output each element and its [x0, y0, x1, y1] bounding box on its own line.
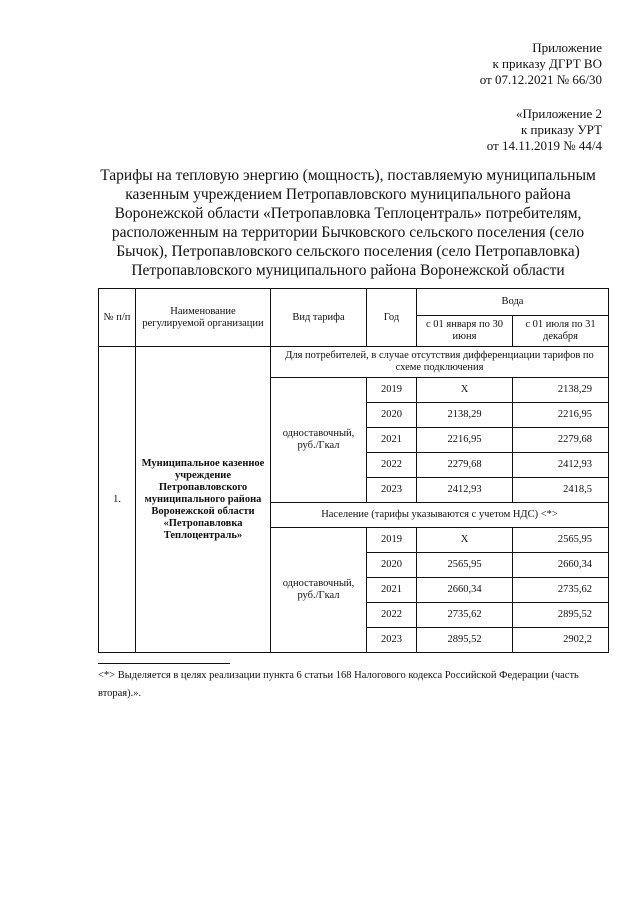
original-appendix-line: от 14.11.2019 № 44/4: [486, 138, 602, 153]
value-cell: 2902,2: [513, 628, 609, 653]
title-line: Бычок), Петропавловского сельского поселения (село Петропавловка): [116, 243, 580, 260]
section-title: Для потребителей, в случае отсутствия дифференциации тарифов по схеме подключения: [271, 347, 609, 378]
row-number: 1.: [99, 347, 136, 653]
value-cell: 2735,62: [513, 578, 609, 603]
value-cell: 2279,68: [513, 428, 609, 453]
original-appendix-header: [487, 106, 602, 154]
tariff-table: [98, 288, 609, 653]
tariff-type-cell: одноставочный, руб./Гкал: [271, 378, 367, 503]
year-cell: 2020: [367, 553, 417, 578]
header-num: № п/п: [99, 289, 136, 347]
table-header-row: [99, 289, 609, 316]
appendix-line: Приложение: [532, 40, 602, 55]
value-cell: 2279,68: [417, 453, 513, 478]
appendix-header: [480, 40, 602, 88]
value-cell: 2735,62: [417, 603, 513, 628]
title-line: Воронежской области «Петропавловка Теплоцентраль» потребителям,: [114, 205, 582, 222]
section-row: [99, 347, 609, 378]
value-cell: X: [417, 528, 513, 553]
value-cell: 2216,95: [417, 428, 513, 453]
original-appendix-line: «Приложение 2: [515, 106, 602, 121]
value-cell: 2138,29: [513, 378, 609, 403]
appendix-line: к приказу ДГРТ ВО: [492, 56, 602, 71]
year-cell: 2020: [367, 403, 417, 428]
year-cell: 2021: [367, 578, 417, 603]
value-cell: 2412,93: [513, 453, 609, 478]
document-title: [98, 166, 598, 280]
year-cell: 2019: [367, 528, 417, 553]
value-cell: 2412,93: [417, 478, 513, 503]
header-period-2: с 01 июля по 31 декабря: [513, 316, 609, 347]
appendix-line: от 07.12.2021 № 66/30: [479, 72, 602, 87]
title-line: казенным учреждением Петропавловского муниципального района: [125, 186, 571, 203]
header-year: Год: [367, 289, 417, 347]
title-line: Тарифы на тепловую энергию (мощность), поставляемую муниципальным: [100, 167, 596, 184]
title-line: Петропавловского муниципального района Воронежской области: [131, 262, 565, 279]
value-cell: 2660,34: [417, 578, 513, 603]
footnote-divider: [98, 663, 230, 664]
header-water: Вода: [417, 289, 609, 316]
value-cell: 2216,95: [513, 403, 609, 428]
value-cell: 2895,52: [417, 628, 513, 653]
year-cell: 2022: [367, 453, 417, 478]
header-period-1: с 01 января по 30 июня: [417, 316, 513, 347]
value-cell: X: [417, 378, 513, 403]
value-cell: 2418,5: [513, 478, 609, 503]
section-title: Население (тарифы указываются с учетом НДС) <*>: [271, 503, 609, 528]
original-appendix-line: к приказу УРТ: [520, 122, 602, 137]
title-line: расположенным на территории Бычковского сельского поселения (село: [111, 224, 585, 241]
tariff-type-cell: одноставочный, руб./Гкал: [271, 528, 367, 653]
value-cell: 2565,95: [417, 553, 513, 578]
year-cell: 2023: [367, 478, 417, 503]
header-tariff-type: Вид тарифа: [271, 289, 367, 347]
footnote: <*> Выделяется в целях реализации пункта 6 статьи 168 Налогового кодекса Российской Федерации (часть вторая).».: [98, 670, 579, 699]
value-cell: 2895,52: [513, 603, 609, 628]
year-cell: 2021: [367, 428, 417, 453]
year-cell: 2023: [367, 628, 417, 653]
organization-name: Муниципальное казенное учреждение Петропавловского муниципального района Воронежской области «Петропавловка Теплоцентраль»: [136, 347, 271, 653]
value-cell: 2660,34: [513, 553, 609, 578]
year-cell: 2022: [367, 603, 417, 628]
year-cell: 2019: [367, 378, 417, 403]
header-org-name: Наименование регулируемой организации: [136, 289, 271, 347]
value-cell: 2138,29: [417, 403, 513, 428]
value-cell: 2565,95: [513, 528, 609, 553]
